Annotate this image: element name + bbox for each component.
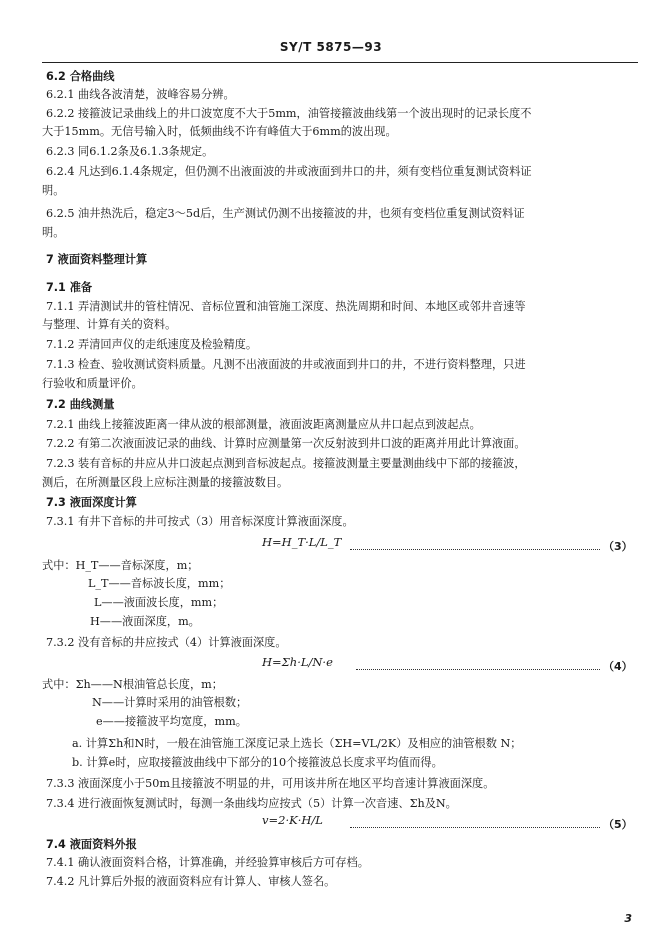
- section-7-1-heading: 7.1 准备: [46, 281, 93, 294]
- equation-4-number: （4）: [603, 660, 633, 673]
- section-7-3-heading: 7.3 液面深度计算: [46, 496, 137, 509]
- clause-6-2-2: 6.2.2 接箍波记录曲线上的井口波宽度不大于5mm，油管接箍波曲线第一个波出现时的记录长度不: [46, 107, 532, 120]
- equation-3-leader: [350, 549, 600, 550]
- clause-7-2-3: 7.2.3 装有音标的井应从井口波起点测到音标波起点。接箍波测量主要量测曲线中下部的接箍波，: [46, 457, 526, 470]
- clause-6-2-5: 6.2.5 油井热洗后，稳定3～5d后，生产测试仍测不出接箍波的井，也须有变档位重复测试资料证: [46, 207, 525, 220]
- clause-6-2-4: 6.2.4 凡达到6.1.4条规定，但仍测不出液面波的井或液面到井口的井，须有变档位重复测试资料证: [46, 165, 532, 178]
- clause-7-1-1-cont: 与整理、计算有关的资料。: [42, 318, 177, 331]
- clause-7-1-3: 7.1.3 检查、验收测试资料质量。凡测不出液面波的井或液面到井口的井，不进行资料整理，只进: [46, 358, 526, 371]
- clause-7-4-1: 7.4.1 确认液面资料合格，计算准确，并经验算审核后方可存档。: [46, 856, 369, 869]
- chapter-7-heading: 7 液面资料整理计算: [46, 253, 148, 266]
- clause-7-4-2: 7.4.2 凡计算后外报的液面资料应有计算人、审核人签名。: [46, 875, 336, 888]
- equation-3: H=H_T·L/L_T: [262, 535, 342, 549]
- where-e: e——接箍波平均宽度，mm。: [96, 715, 247, 728]
- clause-7-1-3-cont: 行验收和质量评价。: [42, 377, 143, 390]
- equation-5-leader: [350, 827, 600, 828]
- equation-5: v=2·K·H/L: [262, 813, 323, 827]
- where-sum-h: 式中：Σh——N根油管总长度，m；: [42, 678, 223, 691]
- header-rule: [42, 62, 638, 63]
- equation-3-number: （3）: [603, 540, 633, 553]
- clause-6-2-5-cont: 明。: [42, 226, 65, 239]
- document-header: SY/T 5875—93: [279, 40, 383, 54]
- where-h: H——液面深度，m。: [90, 615, 200, 628]
- clause-7-2-2: 7.2.2 有第二次液面波记录的曲线、计算时应测量第一次反射波到井口波的距离并用此计算液面。: [46, 437, 526, 450]
- clause-7-1-2: 7.1.2 弄清回声仪的走纸速度及检验精度。: [46, 338, 258, 351]
- where-lt: L_T——音标波长度，mm；: [88, 577, 231, 590]
- section-6-2-heading: 6.2 合格曲线: [46, 70, 115, 83]
- page-number: 3: [624, 912, 632, 925]
- section-7-2-heading: 7.2 曲线测量: [46, 398, 115, 411]
- where-l: L——液面波长度，mm；: [94, 596, 224, 609]
- equation-4-leader: [356, 669, 600, 670]
- note-b: b. 计算e时，应取接箍波曲线中下部分的10个接箍波总长度求平均值而得。: [72, 756, 443, 769]
- clause-7-3-1: 7.3.1 有井下音标的井可按式（3）用音标深度计算液面深度。: [46, 515, 354, 528]
- clause-7-3-3: 7.3.3 液面深度小于50m且接箍波不明显的井，可用该井所在地区平均音速计算液面深度。: [46, 777, 495, 790]
- section-7-4-heading: 7.4 液面资料外报: [46, 838, 137, 851]
- clause-7-2-3-cont: 测后，在所测量区段上应标注测量的接箍波数目。: [42, 476, 289, 489]
- equation-5-number: （5）: [603, 818, 633, 831]
- clause-7-3-2: 7.3.2 没有音标的井应按式（4）计算液面深度。: [46, 636, 287, 649]
- clause-6-2-3: 6.2.3 同6.1.2条及6.1.3条规定。: [46, 145, 214, 158]
- note-a: a. 计算Σh和N时，一般在油管施工深度记录上选长（ΣH=VL/2K）及相应的油管根数 N；: [72, 737, 522, 750]
- clause-6-2-4-cont: 明。: [42, 184, 65, 197]
- clause-7-3-4: 7.3.4 进行液面恢复测试时，每测一条曲线均应按式（5）计算一次音速、Σh及N。: [46, 797, 457, 810]
- equation-4: H=Σh·L/N·e: [262, 655, 333, 669]
- where-n: N——计算时采用的油管根数；: [92, 696, 248, 709]
- where-ht: 式中：H_T——音标深度，m；: [42, 559, 199, 572]
- clause-6-2-2-cont: 大于15mm。无信号输入时，低频曲线不许有峰值大于6mm的波出现。: [42, 125, 397, 138]
- clause-6-2-1: 6.2.1 曲线各波清楚，波峰容易分辨。: [46, 88, 235, 101]
- clause-7-1-1: 7.1.1 弄清测试井的管柱情况、音标位置和油管施工深度、热洗周期和时间、本地区或邻井音速等: [46, 300, 526, 313]
- clause-7-2-1: 7.2.1 曲线上接箍波距离一律从波的根部测量，液面波距离测量应从井口起点到波起点。: [46, 418, 481, 431]
